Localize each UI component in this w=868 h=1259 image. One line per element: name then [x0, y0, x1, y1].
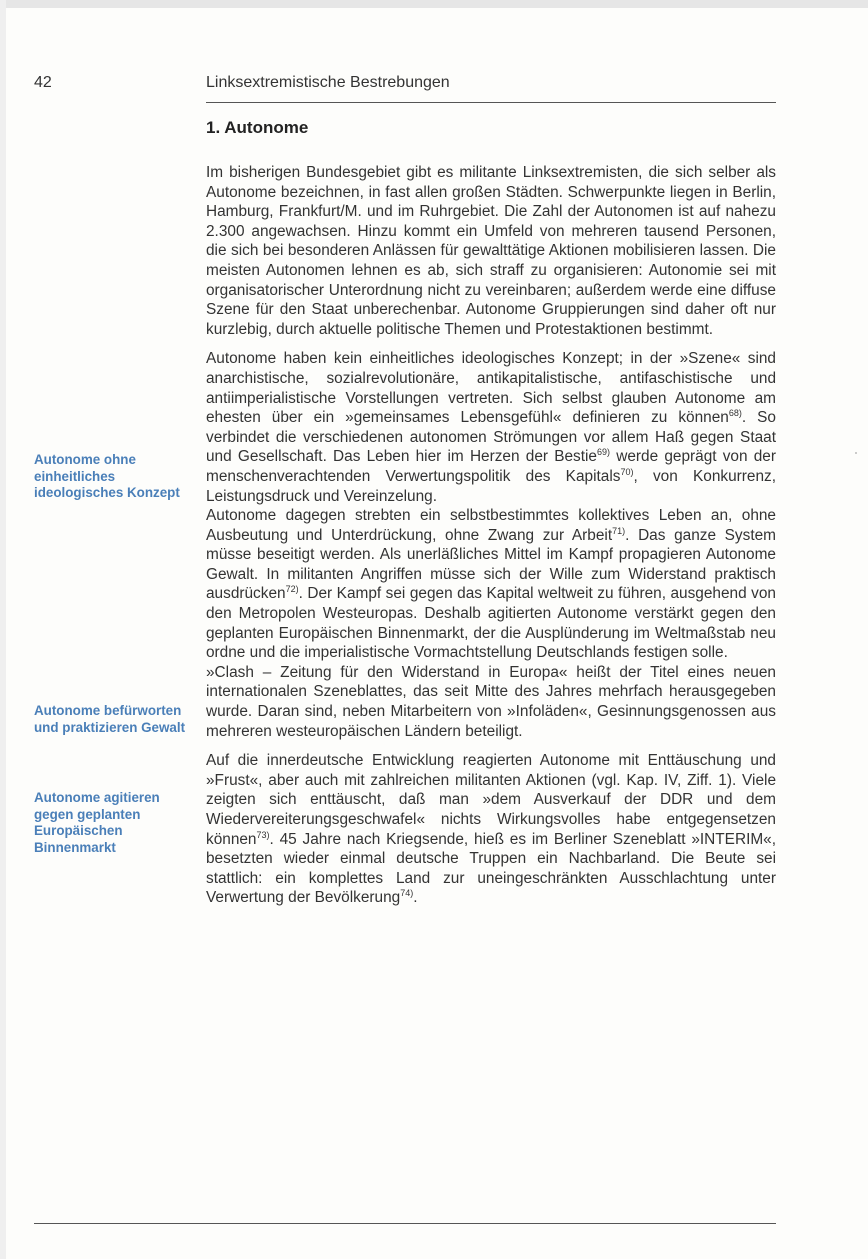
footer-rule: [34, 1223, 776, 1224]
paragraph-3-text-c: . Der Kampf sei gegen das Kapital weltweit zu führen, ausgehend von den Metropolen Westeuropas. Deshalb agitierten Autonome verstärkt gegen den geplanten Europäischen Binnenmarkt, der die Ausplünderung im Weltmaßstab neu ordne und die imperialistische Vormachtstellung Deutschlands festigen solle.: [206, 585, 776, 662]
header-rule: [206, 102, 776, 103]
footnote-ref-69: 69): [596, 447, 610, 458]
paragraph-3-text-a: Autonome dagegen strebten ein selbstbestimmtes kollektives Leben an, ohne Ausbeutung und Unterdrückung, ohne Zwang zur Arbeit: [206, 507, 776, 544]
page-header: [0, 74, 868, 98]
paragraph-3-text-b: . Das ganze System müsse beseitigt werden. Als unerläßliches Mittel im Kampf propagieren Autonome Gewalt. In militanten Angriffen müsse sich der Wille zum Widerstand praktisch ausdrücken: [206, 526, 776, 603]
scan-left-edge: [0, 0, 6, 1259]
footnote-ref-68: 68): [728, 408, 742, 418]
sidenote-binnenmarkt: Autonome agitieren gegen geplanten Europäischen Binnenmarkt: [34, 790, 160, 855]
main-text: [206, 163, 776, 908]
paragraph-5-text-b: . 45 Jahre nach Kriegsende, hieß es im Berliner Szeneblatt »INTERIM«, besetzten wieder einmal deutsche Truppen ein Nachbarland. Die Beute sei stattlich: ein komplettes Land zur uneingeschränkten Ausschlachtung unter Verwertung der Bevölkerung: [206, 830, 776, 907]
running-head: Linksextremistische Bestrebungen: [206, 74, 450, 91]
paragraph-2-text-a: Autonome haben kein einheitliches ideologisches Konzept; in der »Szene« sind anarchistische, sozialrevolutionäre, antikapitalistische, antifaschistische und antiimperialistische Vorstellungen vertreten. Sich selbst glauben Autonome am ehesten über ein »gemeinsames Lebensgefühl« definieren zu können: [206, 350, 776, 427]
page-number: 42: [34, 74, 52, 91]
paragraph-2-text-c: werde geprägt von der menschenverachtenden Verwertungspolitik des Kapitals: [206, 448, 776, 485]
paragraph-2: [206, 349, 776, 506]
footnote-ref-71: 71): [612, 525, 626, 536]
footnote-ref-70: 70): [620, 466, 634, 477]
scan-top-edge: [0, 0, 868, 8]
sidenote-ideology: Autonome ohne einheitliches ideologisches Konzept: [34, 452, 180, 501]
footnote-ref-73: 73): [256, 829, 270, 840]
paragraph-5-text-a: Auf die innerdeutsche Entwicklung reagierten Autonome mit Enttäuschung und »Frust«, aber auch mit zahlreichen militanten Aktionen (vgl. Kap. IV, Ziff. 1). Viele zeigten sich enttäuscht, daß man »dem Ausverkauf der DDR und dem Wiedervereiterungsgeschwafel« nichts Wirkungsvolles habe entgegensetzen können: [206, 752, 776, 848]
paragraph-5-text-c: .: [413, 889, 418, 907]
section-title: 1. Autonome: [206, 118, 309, 137]
paragraph-1: Im bisherigen Bundesgebiet gibt es militante Linksextremisten, die sich selber als Autonome bezeichnen, in fast allen großen Städten. Schwerpunkte liegen in Berlin, Hamburg, Frankfurt/M. und im Ruhrgebiet. Die Zahl der Autonomen ist auf nahezu 2.300 angewachsen. Hinzu kommt ein Umfeld von mehreren tausend Personen, die sich bei besonderen Anlässen für gewalttätige Aktionen mobilisieren lassen. Die meisten Autonomen lehnen es ab, sich straff zu organisieren: Autonomie sei mit organisatorischer Unterordnung nicht zu vereinbaren; außerdem werde eine diffuse Szene für den Staat unberechenbar. Autonome Gruppierungen sind daher oft nur kurzlebig, durch aktuelle politische Themen und Protestaktionen bestimmt.: [206, 164, 776, 338]
sidenote-violence: Autonome befürworten und praktizieren Gewalt: [34, 703, 186, 735]
paragraph-3: [206, 506, 776, 663]
paragraph-4: »Clash – Zeitung für den Widerstand in Europa« heißt der Titel eines neuen internationalen Szeneblattes, das seit Mitte des Jahres mehrfach herausgegeben wurde. Daran sind, neben Mitarbeitern von »Infoläden«, Gesinnungsgenossen aus mehreren westeuropäischen Ländern beteiligt.: [206, 663, 776, 740]
paragraph-2-text-b: . So verbindet die verschiedenen autonomen Strömungen vor allem Haß gegen Staat und Gesellschaft. Das Leben hier im Herzen der Bestie: [206, 409, 776, 466]
footnote-ref-72: 72): [285, 584, 299, 595]
paragraph-5: [206, 751, 776, 908]
footnote-ref-74: 74): [400, 888, 414, 899]
scan-speck: [855, 452, 857, 454]
paragraph-2-text-d: , von Konkurrenz, Leistungsdruck und Vereinzelung.: [206, 467, 777, 505]
